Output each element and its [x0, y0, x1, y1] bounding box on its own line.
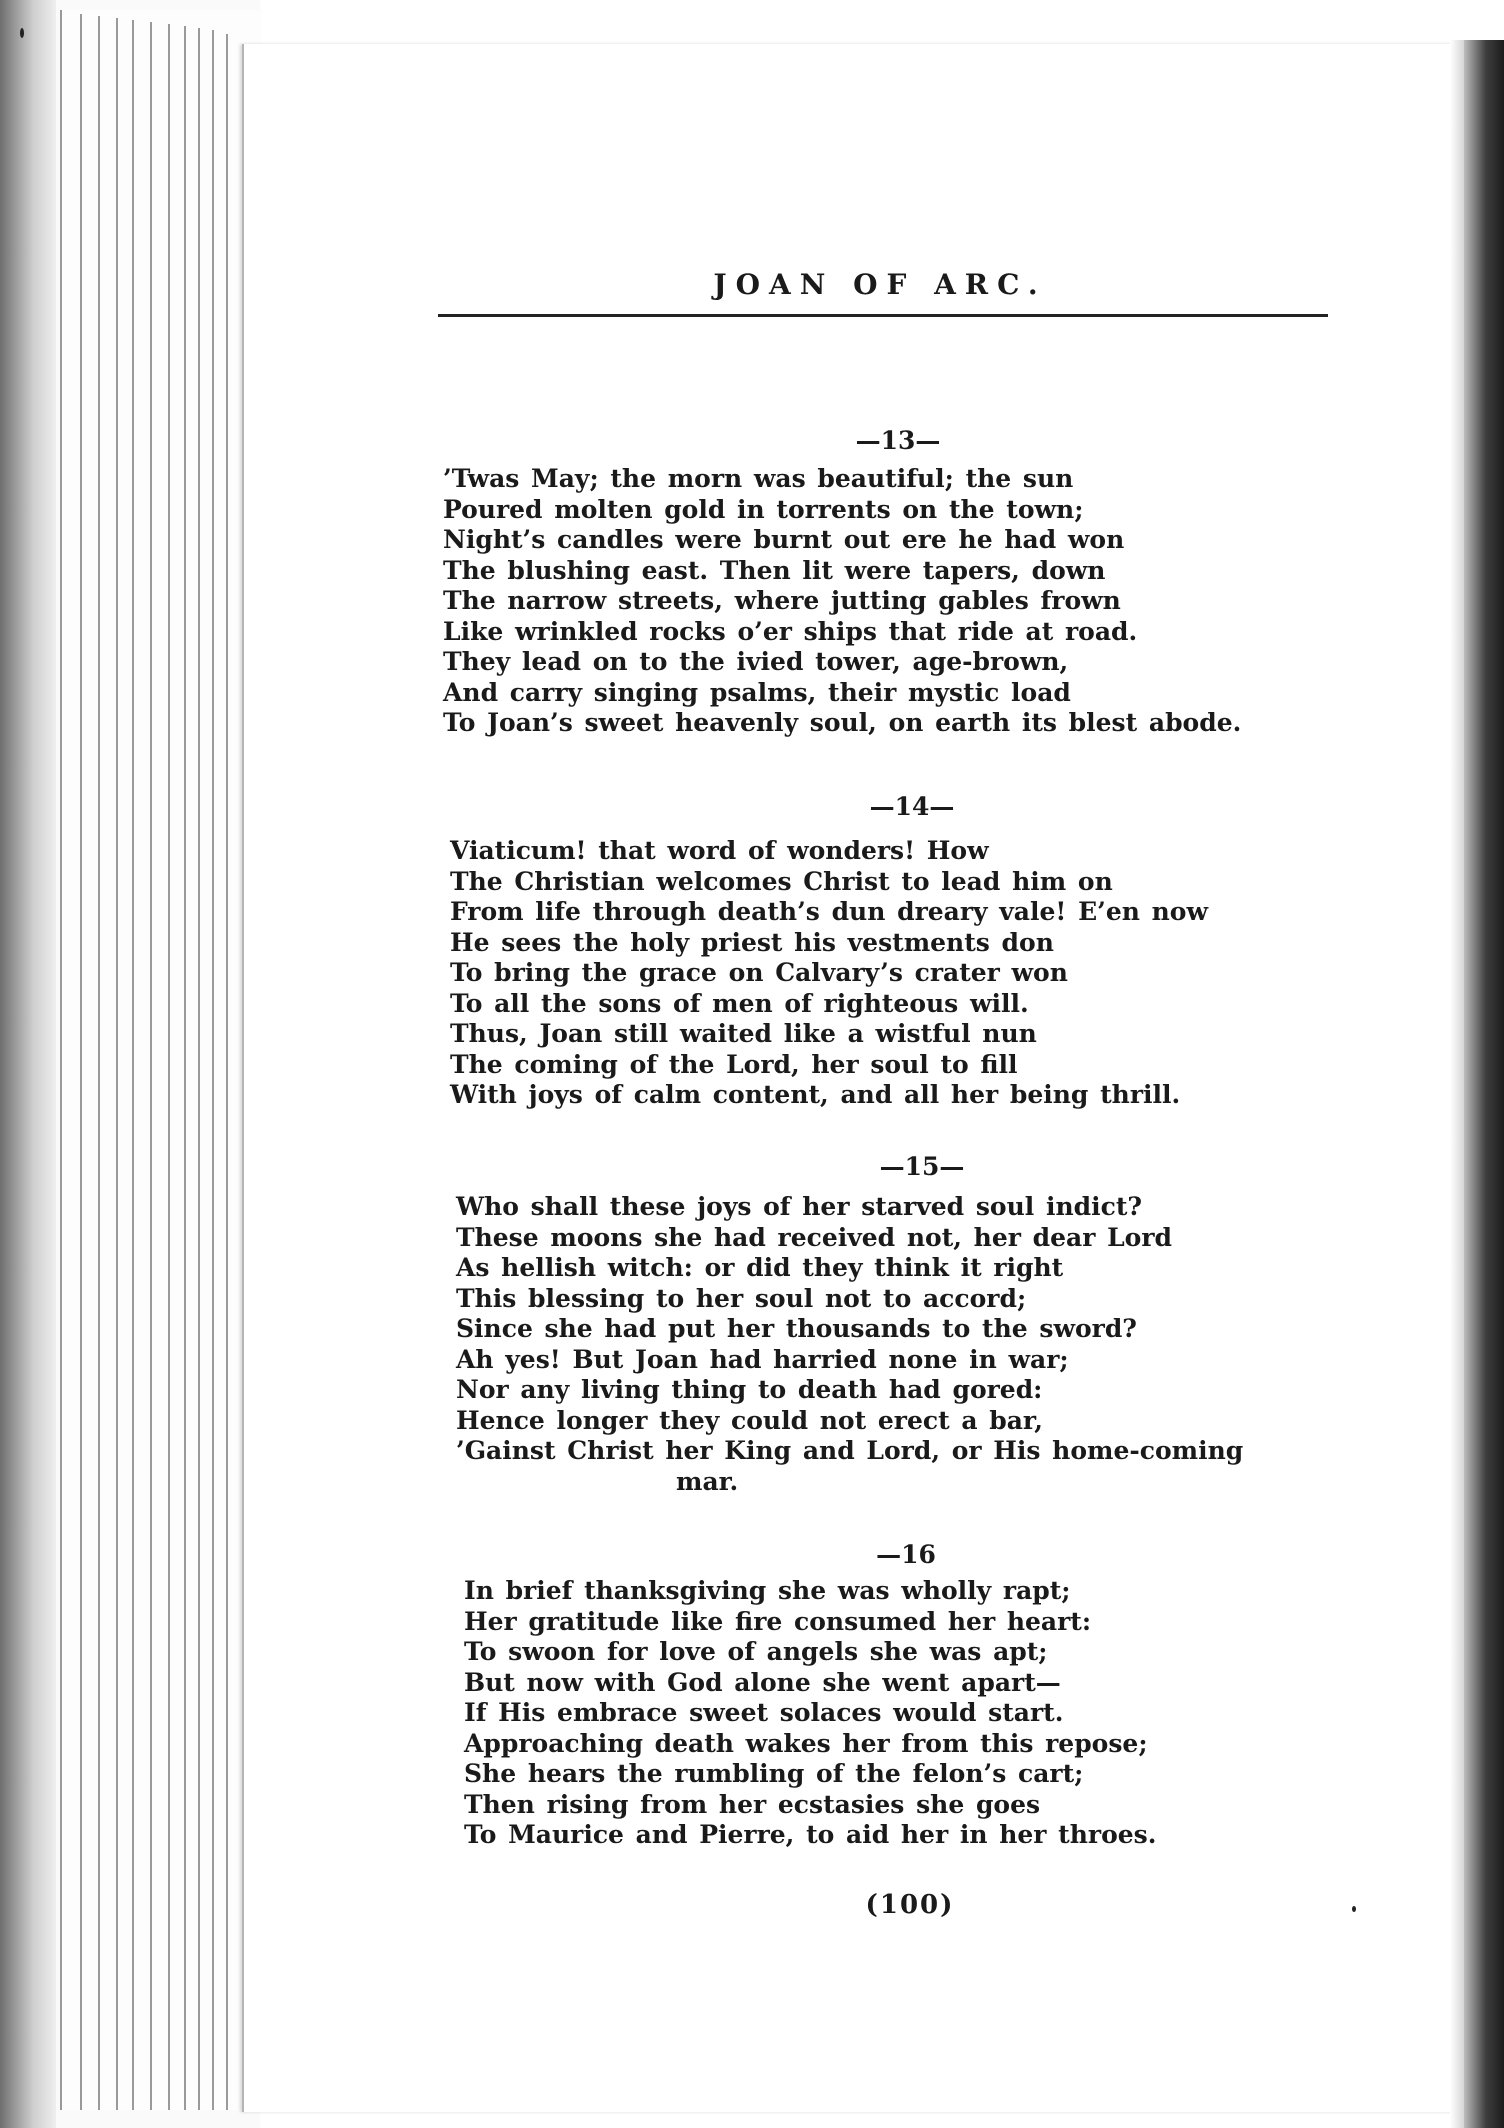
page-gutter [1450, 40, 1464, 2128]
verse-line: ’Gainst Christ her King and Lord, or His home-coming [456, 1436, 1244, 1465]
verse-line: mar. [676, 1466, 739, 1496]
verse-line: Since she had put her thousands to the sword? [456, 1314, 1137, 1343]
book-edge-shadow [0, 0, 56, 2128]
verse-line: If His embrace sweet solaces would start. [464, 1698, 1064, 1727]
stanza-number: —15— [879, 1152, 965, 1181]
verse-line: Nor any living thing to death had gored: [456, 1375, 1043, 1404]
verse-line: Hence longer they could not erect a bar, [456, 1405, 1043, 1435]
stanza [456, 1192, 1243, 1497]
stanza [443, 464, 1241, 739]
verse-line: With joys of calm content, and all her being thrill. [450, 1080, 1181, 1109]
verse-line: He sees the holy priest his vestments don [450, 927, 1054, 957]
page-edge-stack [0, 0, 260, 2128]
verse-line: The blushing east. Then lit were tapers, down [443, 555, 1106, 585]
verse-line: To Maurice and Pierre, to aid her in her throes. [464, 1820, 1157, 1849]
verse-line: These moons she had received not, her dear Lord [456, 1222, 1172, 1252]
verse-line: To Joan’s sweet heavenly soul, on earth its blest abode. [443, 708, 1242, 737]
verse-line: Approaching death wakes her from this repose; [464, 1728, 1148, 1758]
verse-line: She hears the rumbling of the felon’s cart; [464, 1759, 1084, 1788]
verse-line: Like wrinkled rocks o’er ships that ride at road. [443, 616, 1138, 646]
stanza [464, 1576, 1156, 1851]
verse-line: And carry singing psalms, their mystic load [443, 677, 1071, 707]
verse-line: But now with God alone she went apart— [464, 1667, 1061, 1697]
verse-line: Ah yes! But Joan had harried none in war; [456, 1344, 1069, 1374]
running-head: JOAN OF ARC. [713, 268, 1047, 301]
verse-line: Poured molten gold in torrents on the town; [443, 494, 1084, 524]
header-rule [438, 314, 1328, 317]
verse-line: As hellish witch: or did they think it right [456, 1253, 1064, 1282]
verse-line: ’Twas May; the morn was beautiful; the sun [443, 464, 1074, 493]
verse-line: Who shall these joys of her starved soul indict? [456, 1192, 1143, 1221]
stanza-number: —14— [869, 792, 955, 821]
verse-line: To swoon for love of angels she was apt; [464, 1637, 1048, 1666]
verse-line: Thus, Joan still waited like a wistful nun [450, 1019, 1037, 1048]
page-number: (100) [865, 1890, 955, 1920]
stanza [450, 836, 1208, 1111]
ink-speck [20, 28, 24, 38]
book-spine-shadow [1464, 40, 1504, 2128]
verse-line: Then rising from her ecstasies she goes [464, 1789, 1041, 1819]
verse-line: Viaticum! that word of wonders! How [450, 836, 989, 865]
verse-line: To all the sons of men of righteous will. [450, 988, 1029, 1018]
verse-line: In brief thanksgiving she was wholly rapt; [464, 1576, 1071, 1605]
verse-line: They lead on to the ivied tower, age-brown, [443, 647, 1069, 676]
stanza-number: —13— [855, 426, 941, 455]
verse-line: The coming of the Lord, her soul to fill [450, 1049, 1018, 1079]
verse-line: This blessing to her soul not to accord; [456, 1283, 1027, 1313]
verse-line: Her gratitude like fire consumed her heart: [464, 1606, 1092, 1636]
verse-line: Night’s candles were burnt out ere he had won [443, 525, 1125, 554]
verse-line: To bring the grace on Calvary’s crater won [450, 958, 1068, 987]
ink-speck [1352, 1906, 1356, 1912]
stanza-number: —16 [876, 1540, 936, 1569]
verse-line: The Christian welcomes Christ to lead him on [450, 866, 1113, 896]
verse-line: From life through death’s dun dreary vale! E’en now [450, 897, 1208, 926]
verse-line: The narrow streets, where jutting gables frown [443, 586, 1121, 615]
